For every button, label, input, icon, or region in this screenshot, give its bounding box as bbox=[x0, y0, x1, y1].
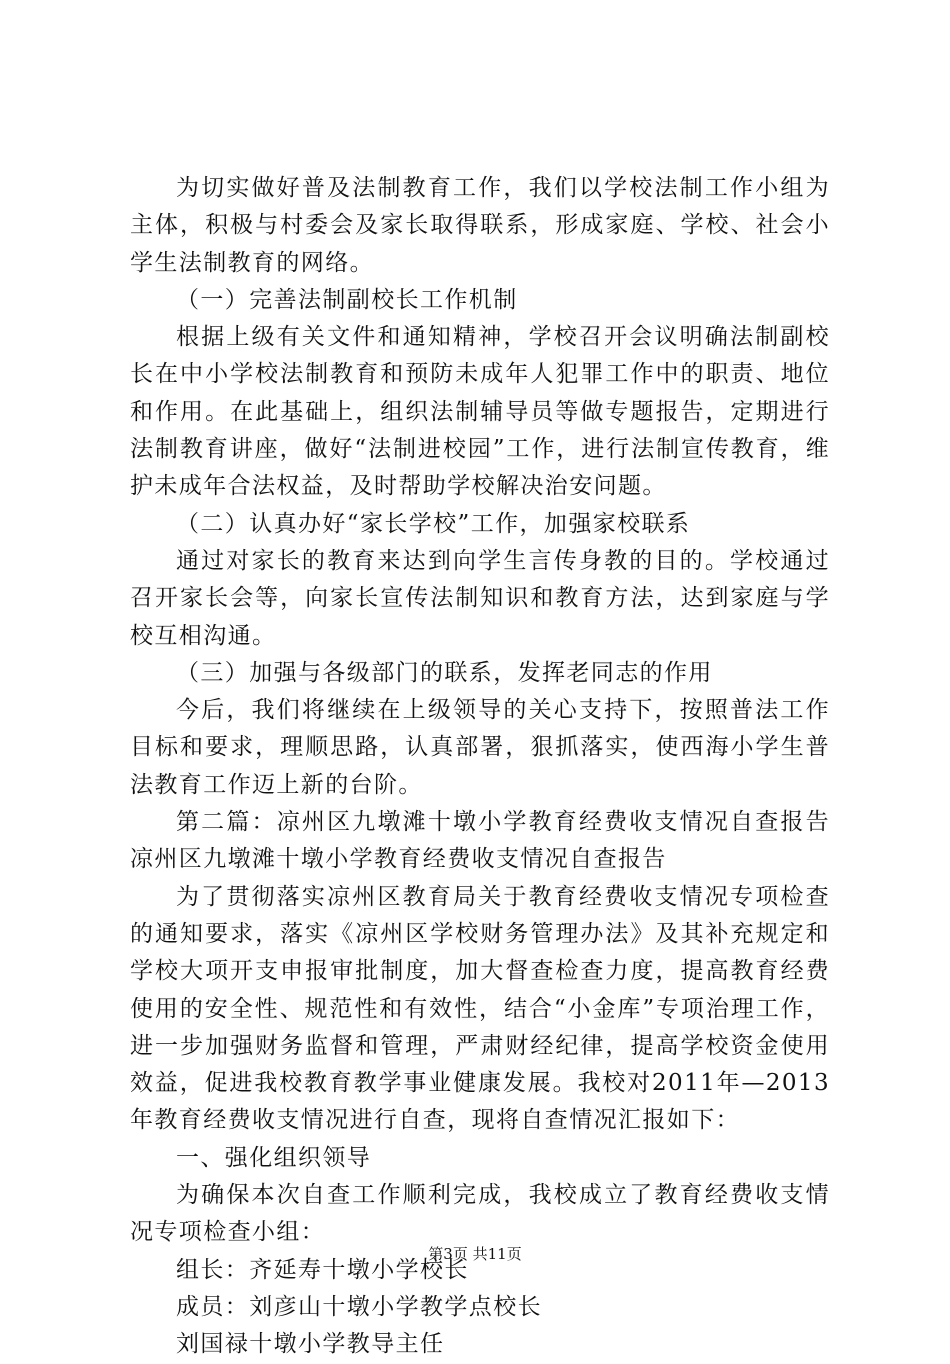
group-member-line-2: 刘国禄十墩小学教导主任 bbox=[176, 1331, 445, 1358]
section-heading-2: （二）认真办好“家长学校”工作，加强家校联系 bbox=[176, 510, 691, 537]
section-heading-3: （三）加强与各级部门的联系，发挥老同志的作用 bbox=[176, 659, 713, 686]
paragraph-report-intro: 为了贯彻落实凉州区教育局关于教育经费收支情况专项检查的通知要求，落实《凉州区学校财务管理办法》及其补充规定和学校大项开支申报审批制度，加大督查检查力度，提高教育经费使用的安全性、规范性和有效性，结合“小金库”专项治理工作，进一步加强财务监督和管理，严肃财经纪律，提高学校资金使用效益，促进我校教育教学事业健康发展。我校对2011年—2013年教育经费收支情况进行自查，现将自查情况汇报如下： bbox=[130, 883, 830, 1134]
paragraph-conclusion: 今后，我们将继续在上级领导的关心支持下，按照普法工作目标和要求，理顺思路，认真部署，狠抓落实，使西海小学生普法教育工作迈上新的台阶。 bbox=[130, 697, 830, 798]
page-footer: 第3页 共11页 bbox=[428, 1245, 522, 1263]
paragraph-section-1: 根据上级有关文件和通知精神，学校召开会议明确法制副校长在中小学校法制教育和预防未成年人犯罪工作中的职责、地位和作用。在此基础上，组织法制辅导员等做专题报告，定期进行法制教育讲座，做好“法制进校园”工作，进行法制宣传教育，维护未成年合法权益，及时帮助学校解决治安问题。 bbox=[130, 324, 830, 500]
section-heading-1: （一）完善法制副校长工作机制 bbox=[176, 286, 518, 313]
group-leader-line: 组长：齐延寿十墩小学校长 bbox=[176, 1256, 469, 1283]
paragraph-intro: 为切实做好普及法制教育工作，我们以学校法制工作小组为主体，积极与村委会及家长取得联系，形成家庭、学校、社会小学生法制教育的网络。 bbox=[130, 175, 830, 276]
paragraph-section-2: 通过对家长的教育来达到向学生言传身教的目的。学校通过召开家长会等，向家长宣传法制知识和教育方法，达到家庭与学校互相沟通。 bbox=[130, 547, 830, 649]
chapter-title: 第二篇：凉州区九墩滩十墩小学教育经费收支情况自查报告凉州区九墩滩十墩小学教育经费收支情况自查报告 bbox=[130, 809, 830, 873]
paragraph-organization: 为确保本次自查工作顺利完成，我校成立了教育经费收支情况专项检查小组： bbox=[130, 1182, 830, 1246]
section-heading-organization: 一、强化组织领导 bbox=[176, 1144, 372, 1171]
group-member-line: 成员：刘彦山十墩小学教学点校长 bbox=[176, 1293, 542, 1320]
document-body bbox=[130, 170, 830, 1364]
